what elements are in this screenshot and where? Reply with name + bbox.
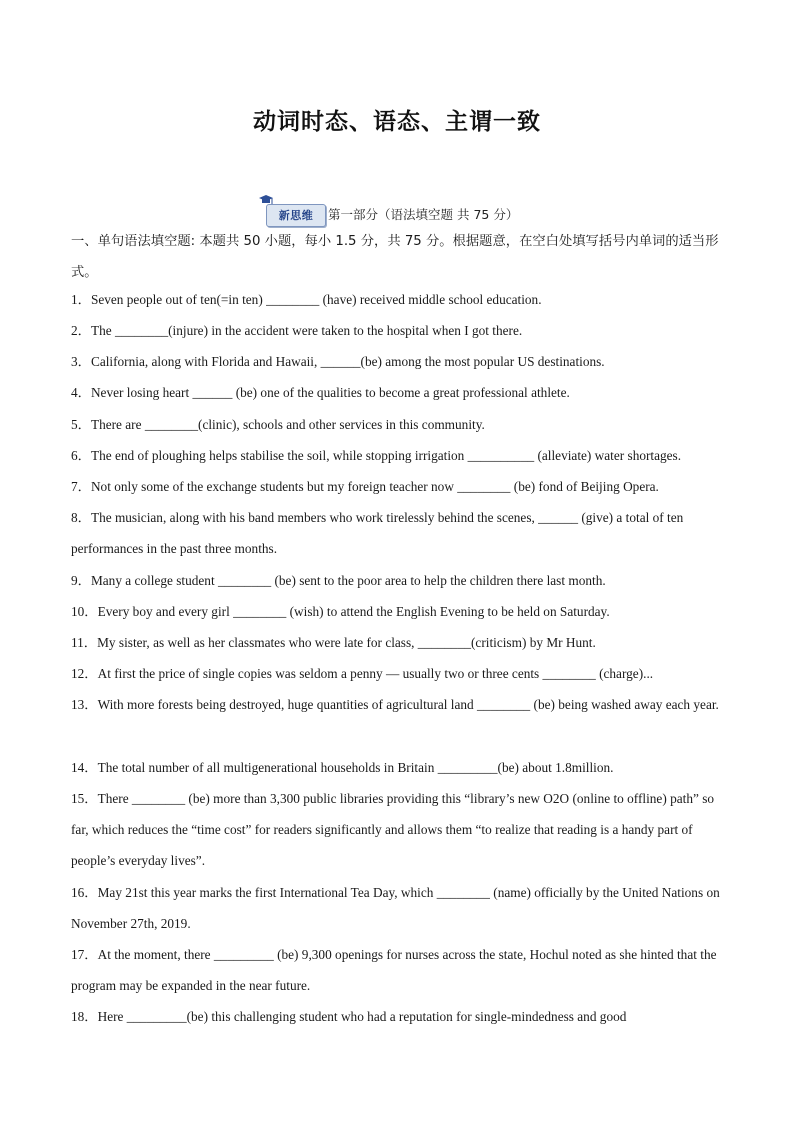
question-17: 17．At the moment, there _________ (be) 9,300 openings for nurses across the state, Hochul noted as she hinted that the program may be expanded in the near future. <box>71 947 717 993</box>
question-12: 12．At first the price of single copies was seldom a penny — usually two or three cents ________ (charge)... <box>71 666 654 681</box>
question-13: 13．With more forests being destroyed, huge quantities of agricultural land ________ (be) being washed away each year. <box>71 697 719 712</box>
question-10: 10．Every boy and every girl ________ (wish) to attend the English Evening to be held on Saturday. <box>71 604 610 619</box>
question-4: 4．Never losing heart ______ (be) one of the qualities to become a great professional athlete. <box>71 385 570 400</box>
question-18: 18．Here _________(be) this challenging student who had a reputation for single-mindedness and good <box>71 1009 627 1024</box>
question-9: 9．Many a college student ________ (be) sent to the poor area to help the children there last month. <box>71 573 606 588</box>
question-3: 3．California, along with Florida and Hawaii, ______(be) among the most popular US destinations. <box>71 354 605 369</box>
question-5: 5．There are ________(clinic), schools and other services in this community. <box>71 417 485 432</box>
question-2: 2．The ________(injure) in the accident were taken to the hospital when I got there. <box>71 323 523 338</box>
question-8: 8．The musician, along with his band members who work tirelessly behind the scenes, ______ (give) a total of ten performances in the past three months. <box>71 510 684 556</box>
page-title: 动词时态、语态、主谓一致 <box>253 109 541 135</box>
xinsiwei-logo <box>258 194 326 224</box>
instructions: 一、单句语法填空题: 本题共 50 小题，每小 1.5 分，共 75 分。根据题意，在空白处填写括号内单词的适当形式。 <box>71 234 719 280</box>
question-6: 6．The end of ploughing helps stabilise the soil, while stopping irrigation __________ (alleviate) water shortages. <box>71 448 682 463</box>
question-11: 11．My sister, as well as her classmates who were late for class, ________(criticism) by Mr Hunt. <box>71 635 596 650</box>
section-heading-line <box>258 200 518 224</box>
question-15: 15．There ________ (be) more than 3,300 public libraries providing this “library’s new O2O (online to offline) path” so far, which reduces the “time cost” for readers significantly and allows them “to realize that reading is a handy part of people’s everyday lives”. <box>71 791 715 868</box>
section-heading: 第一部分（语法填空题 共 75 分） <box>328 207 519 222</box>
question-16: 16．May 21st this year marks the first International Tea Day, which ________ (name) officially by the United Nations on November 27th, 2019. <box>71 885 720 931</box>
question-7: 7．Not only some of the exchange students but my foreign teacher now ________ (be) fond of Beijing Opera. <box>71 479 659 494</box>
question-1: 1．Seven people out of ten(=in ten) ________ (have) received middle school education. <box>71 292 542 307</box>
logo-text: 新思维 <box>278 209 314 222</box>
question-14: 14．The total number of all multigenerational households in Britain _________(be) about 1.8million. <box>71 760 614 775</box>
